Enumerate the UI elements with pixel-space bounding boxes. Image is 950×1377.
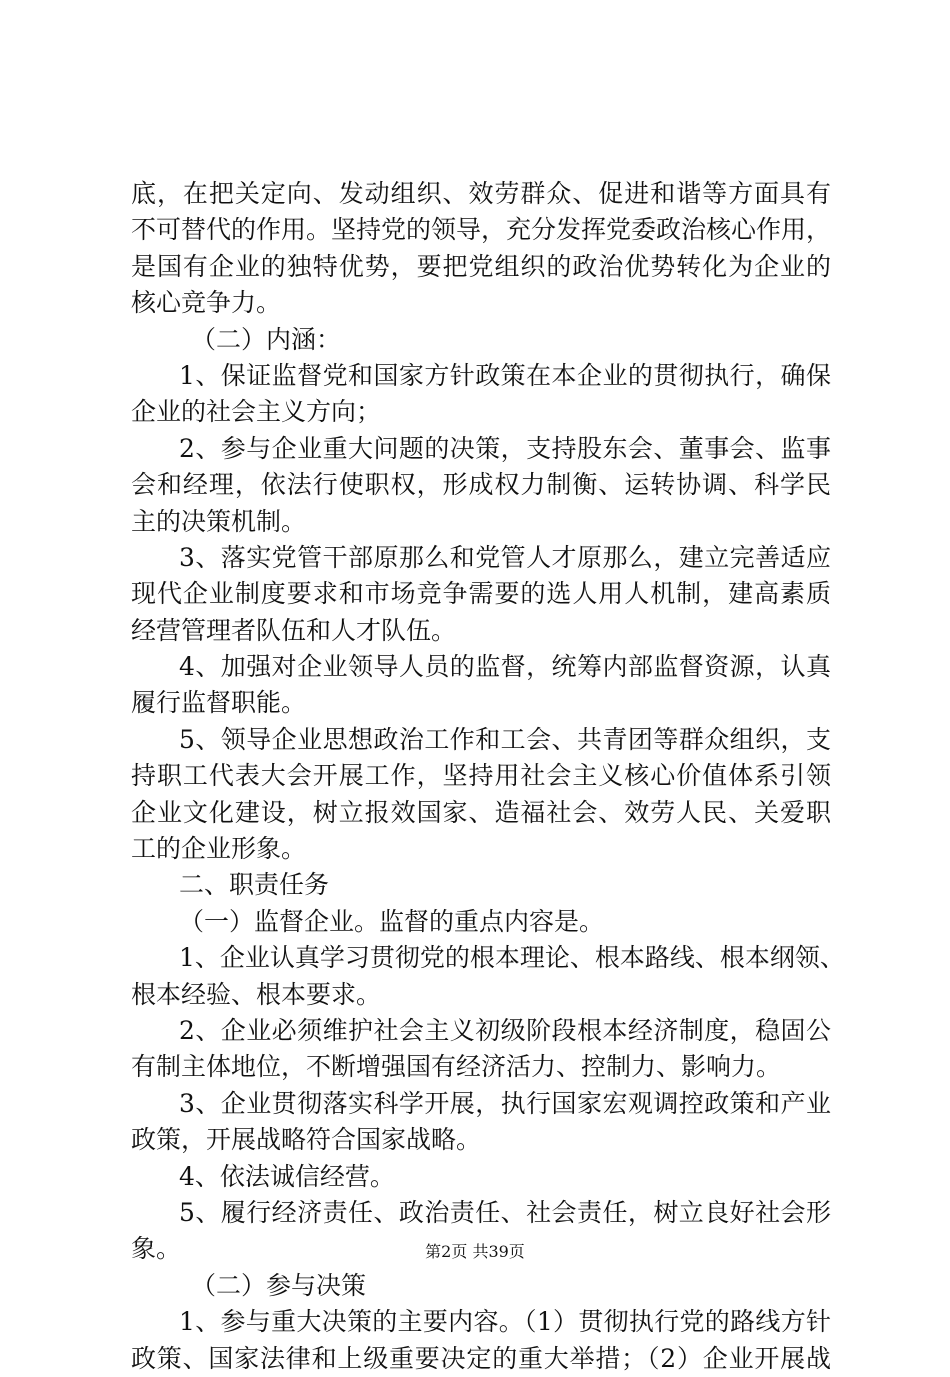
text-line: （二）内涵： — [191, 324, 342, 354]
text-line: 持职工代表大会开展工作，坚持用社会主义核心价值体系引领 — [131, 761, 831, 791]
text-line: 2、参与企业重大问题的决策，支持股东会、董事会、监事 — [179, 433, 831, 463]
text-line: 不可替代的作用。坚持党的领导，充分发挥党委政治核心作用， — [131, 215, 832, 245]
page-number-label: 第2页 共39页 — [425, 1242, 525, 1261]
text-line: 履行监督职能。 — [131, 688, 307, 718]
text-line: 主的决策机制。 — [131, 506, 307, 536]
text-line: 象。 — [131, 1234, 182, 1264]
text-line: 政策、国家法律和上级重要决定的重大举措；（2）企业开展战 — [131, 1343, 831, 1373]
text-line: 工的企业形象。 — [131, 834, 307, 864]
text-line: 是国有企业的独特优势，要把党组织的政治优势转化为企业的 — [131, 251, 831, 281]
text-line: 2、企业必须维护社会主义初级阶段根本经济制度，稳固公 — [179, 1015, 831, 1045]
text-line: 4、加强对企业领导人员的监督，统筹内部监督资源，认真 — [179, 652, 831, 682]
text-line: 核心竞争力。 — [131, 288, 282, 318]
text-line: 会和经理，依法行使职权，形成权力制衡、运转协调、科学民 — [131, 470, 831, 500]
text-line: 政策，开展战略符合国家战略。 — [131, 1125, 482, 1155]
page-footer — [0, 1240, 950, 1264]
text-line: 二、职责任务 — [179, 870, 330, 900]
text-line: 1、保证监督党和国家方针政策在本企业的贯彻执行，确保 — [179, 360, 831, 390]
text-line: （二）参与决策 — [191, 1270, 367, 1300]
text-line: 3、企业贯彻落实科学开展，执行国家宏观调控政策和产业 — [179, 1088, 831, 1118]
text-line: 5、履行经济责任、政治责任、社会责任，树立良好社会形 — [179, 1197, 831, 1227]
text-line: 现代企业制度要求和市场竞争需要的选人用人机制，建高素质 — [131, 579, 831, 609]
text-line: 有制主体地位，不断增强国有经济活力、控制力、影响力。 — [131, 1052, 782, 1082]
text-line: 4、依法诚信经营。 — [179, 1161, 395, 1191]
text-line: 经营管理者队伍和人才队伍。 — [131, 615, 457, 645]
text-line: 企业文化建设，树立报效国家、造福社会、效劳人民、关爱职 — [131, 797, 831, 827]
text-line: 底，在把关定向、发动组织、效劳群众、促进和谐等方面具有 — [131, 179, 831, 208]
text-line: 企业的社会主义方向； — [131, 397, 382, 427]
text-line: （一）监督企业。监督的重点内容是。 — [179, 906, 605, 936]
text-line: 3、落实党管干部原那么和党管人才原那么，建立完善适应 — [179, 542, 831, 572]
text-line: 5、领导企业思想政治工作和工会、共青团等群众组织，支 — [179, 724, 831, 754]
document-body — [131, 176, 845, 1377]
text-line: 1、参与重大决策的主要内容。（1）贯彻执行党的路线方针 — [179, 1307, 831, 1337]
text-line: 1、企业认真学习贯彻党的根本理论、根本路线、根本纲领、 — [179, 943, 845, 973]
text-line: 根本经验、根本要求。 — [131, 979, 382, 1009]
